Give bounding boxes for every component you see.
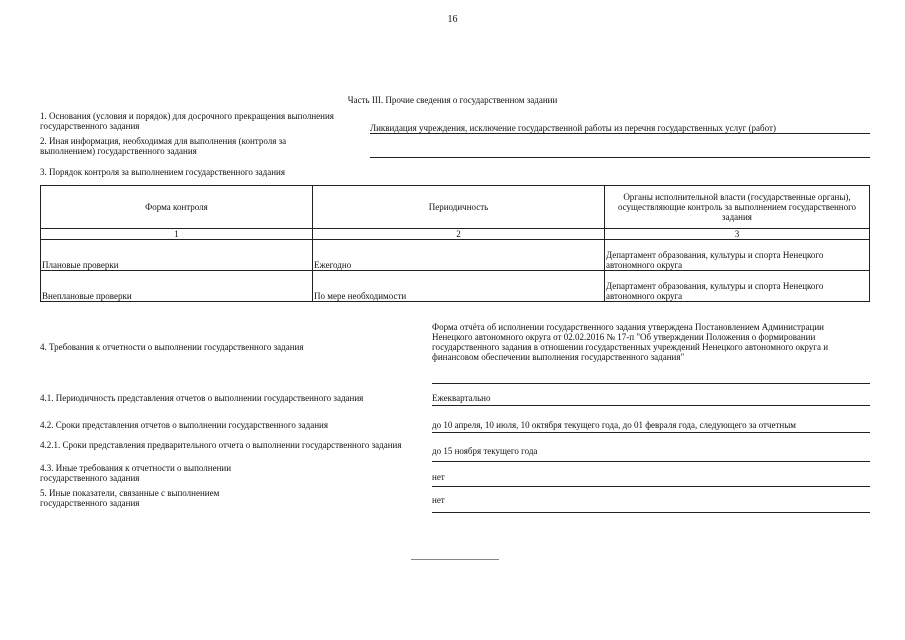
section1-value: Ликвидация учреждения, исключение государственной работы из перечня государственных услуг (работ) [370,123,776,133]
header-form: Форма контроля [41,186,313,229]
footer-divider [411,559,499,560]
req41-label: 4.1. Периодичность представления отчетов о выполнении государственного задания [40,393,364,403]
req42-label: 4.2. Сроки представления отчетов о выполнении государственного задания [40,420,328,430]
row-form: Плановые проверки [41,240,313,271]
req421-label: 4.2.1. Сроки представления предварительного отчета о выполнении государственного задания [40,440,402,450]
control-table-number-row [41,229,870,240]
req4-value: Форма отчёта об исполнении государственного задания утверждена Постановлением Администрации Ненецкого автономного округа от 02.02.2016 № 17-п "Об утверждении Положения о формировании государственного задания в отношении государственных учреждений Ненецкого автономного округа и финансовом обеспечении выполнения государственного задания" [432,322,829,363]
row-organ: Департамент образования, культуры и спорта Ненецкого автономного округа [605,271,870,302]
row-organ: Департамент образования, культуры и спорта Ненецкого автономного округа [605,240,870,271]
section1-label: 1. Основания (условия и порядок) для досрочного прекращения выполнения государственного задания [40,111,334,132]
table-row [41,271,870,302]
row-form: Внеплановые проверки [41,271,313,302]
section2-label: 2. Иная информация, необходимая для выполнения (контроля за выполнением) государственного задания [40,136,287,157]
control-table [40,185,870,302]
req4-label: 4. Требования к отчетности о выполнении государственного задания [40,342,304,352]
header-period: Периодичность [313,186,605,229]
column-number: 1 [41,229,313,240]
section2-value-line [370,146,870,158]
req5-value: нет [432,495,870,513]
column-number: 2 [313,229,605,240]
page-number: 16 [447,14,458,25]
req43-label: 4.3. Иные требования к отчетности о выполнении государственного задания [40,463,232,484]
row-period: Ежегодно [313,240,605,271]
row-period: По мере необходимости [313,271,605,302]
section1-value-line [370,123,870,134]
column-number: 3 [605,229,870,240]
part-title: Часть III. Прочие сведения о государственном задании [347,95,558,105]
header-organ: Органы исполнительной власти (государственные органы), осуществляющие контроль за выполнением государственного задания [605,186,870,229]
req4-underline [432,383,870,384]
req5-label: 5. Иные показатели, связанные с выполнением государственного задания [40,488,220,509]
req421-value: до 15 ноября текущего года [432,446,870,462]
table-row [41,240,870,271]
req42-value: до 10 апреля, 10 июля, 10 октября текущего года, до 01 февраля года, следующего за отчетным [432,420,870,433]
req43-value: нет [432,472,870,487]
req41-value: Ежеквартально [432,393,870,406]
control-table-header-row [41,186,870,229]
section3-label: 3. Порядок контроля за выполнением государственного задания [40,167,285,177]
